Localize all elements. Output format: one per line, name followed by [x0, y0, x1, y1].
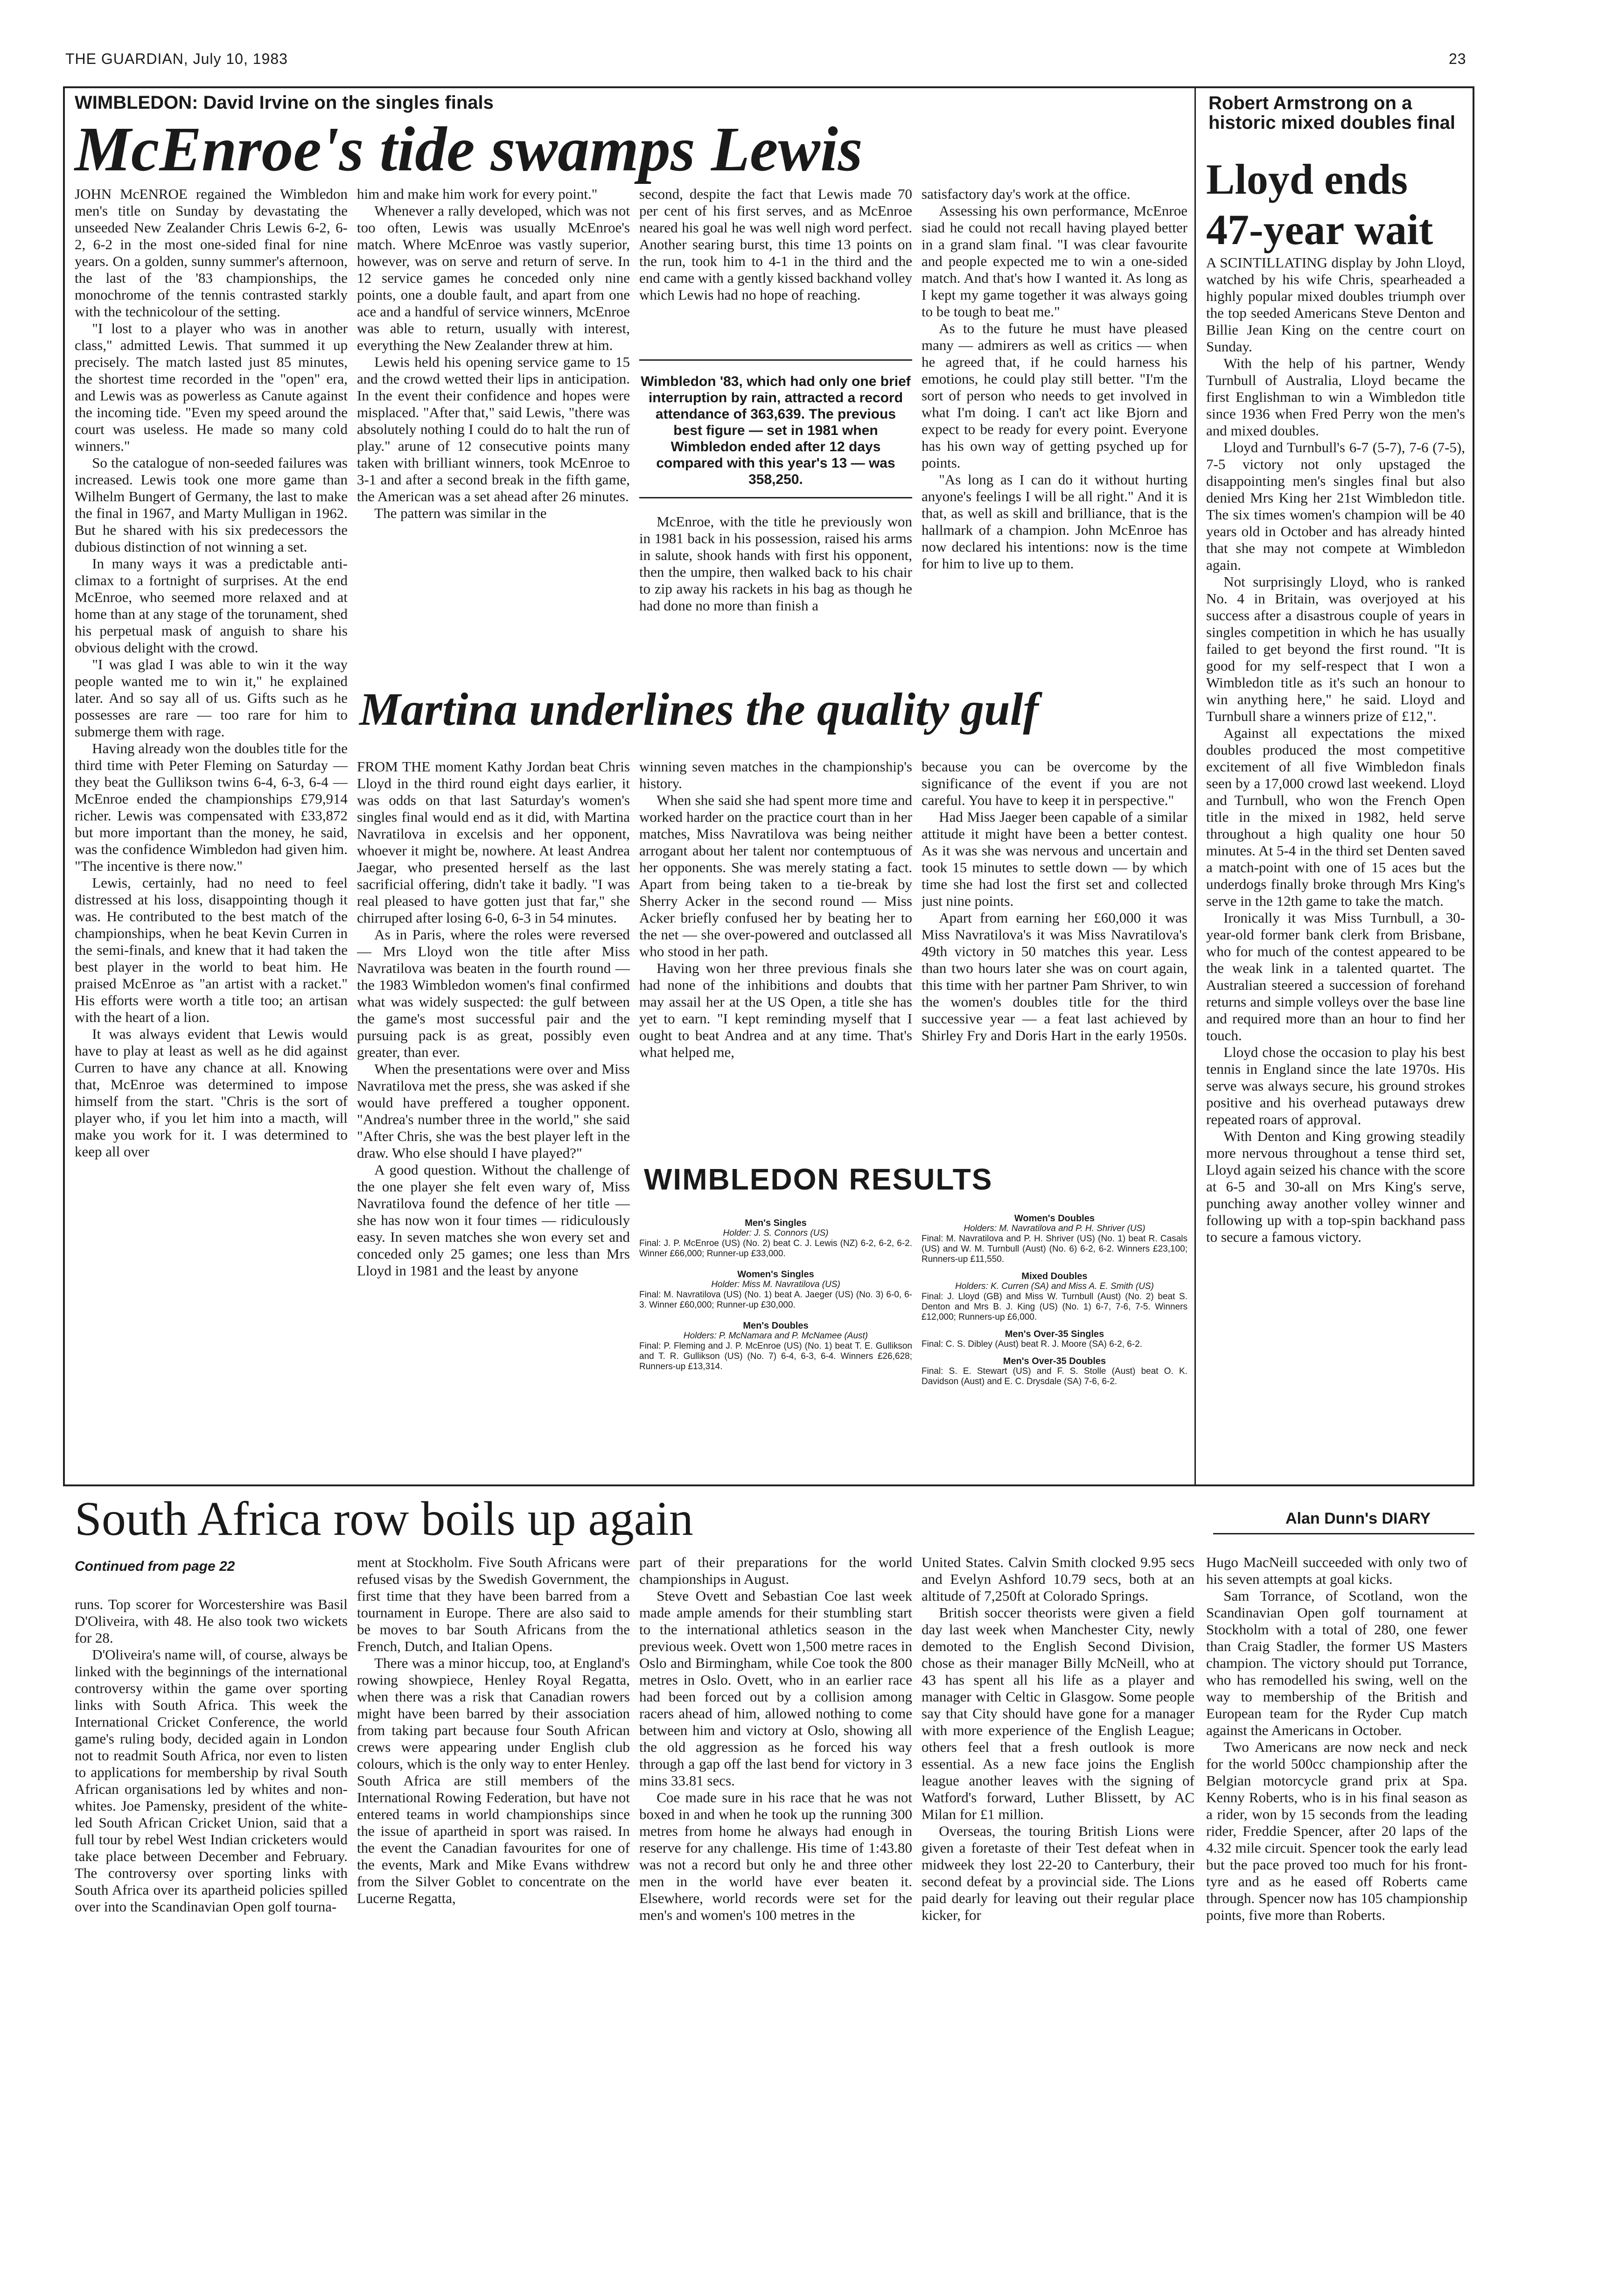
mixed-column [1206, 254, 1465, 1477]
lead-headline: McEnroe's tide swamps Lewis [75, 114, 863, 184]
mixed-para: With the help of his partner, Wendy Turnbull of Australia, Lloyd became the first Englishman to win a Wimbledon title since 1936 when Fred Perry won the men's and mixed doubles. [1206, 355, 1465, 439]
attendance-factbox: Wimbledon '83, which had only one brief interruption by rain, attracted a record attendance of 363,639. The previous best figure — set in 1981 when Wimbledon ended after 12 days compared with this year's 13 — was 358,250. [641, 374, 911, 487]
factbox-top-rule [639, 359, 912, 361]
result-holder: Holders: K. Curren (SA) and Miss A. E. Smith (US) [955, 1281, 1154, 1291]
lower-col1-para: D'Oliveira's name will, of course, always be linked with the beginnings of the international controversy within the game over sporting links with South Africa. This week the International Cricket Conference, the world game's ruling body, decided again in London not to readmit South Africa, nor even to listen to applications for membership by rival South African organisations led by whites and non-whites. Joe Pamensky, president of the white-led South African Cricket Union, said that a full tour by rebel West Indian cricketers would take place between December and February. The controversy over sporting links with South Africa over its apartheid policies spilled over into the Scandinavian Open golf tourna- [75, 1646, 348, 1915]
mixed-para: Lloyd and Turnbull's 6-7 (5-7), 7-6 (7-5), 7-5 victory not only upstaged the disappointing men's singles final but also denied Mrs King her 21st Wimbledon title. The six times women's champion will be 40 years old in October and has already hinted that she may not compete at Wimbledon again. [1206, 439, 1465, 573]
lead-column-1 [75, 186, 348, 1474]
result-holder: Holder: J. S. Connors (US) [723, 1228, 829, 1238]
lower-col5-para: Two Americans are now neck and neck for the world 500cc championship after the Belgian motorcycle grand prix at Spa. Kenny Roberts, who is in his final season as a rider, won by 15 seconds from the leading rider, Freddie Spencer, after 20 laps of the 4.32 mile circuit. Spencer took the early lead but the pace proved too much for his front-tyre and as he eased off Roberts came through. Spencer now has 105 championship points, five more than Roberts. [1206, 1739, 1467, 1923]
result-event: Mixed Doubles [1021, 1271, 1088, 1281]
result-block [922, 1271, 1187, 1323]
result-block [639, 1269, 912, 1310]
lead-column-2 [357, 186, 630, 699]
result-event: Men's Over-35 Doubles [1003, 1356, 1106, 1366]
martina-column-1 [357, 758, 630, 1475]
lower-col2-para: ment at Stockholm. Five South Africans were refused visas by the Swedish Government, the first time that they have been barred from a tournament in Europe. There are also said to be moves to bar South Africans from the French, Dutch, and Italian Opens. [357, 1554, 630, 1654]
martina-col3-para: Had Miss Jaeger been capable of a similar attitude it might have been a better contest. As it was she was nervous and uncertain and took 15 minutes to settle down — by which time she had lost the first set and collected just nine points. [922, 809, 1187, 909]
mixed-para: Against all expectations the mixed doubles produced the most competitive excitement of all five Wimbledon finals seen by a 17,000 crowd last weekend. Lloyd and Turnbull, who won the French Open title in the mixed in 1982, held serve throughout a high quality one hour 50 minutes. At 5-4 in the third set Denten saved a match-point with one of 15 aces but the underdogs finally broke through Mrs King's serve in the 12th game to take the match. [1206, 725, 1465, 909]
lead-col4-para: Assessing his own performance, McEnroe siad he could not recall having played better in a grand slam final. "I was clear favourite and people expected me to win a one-sided match. And that's how I wanted it. As long as I kept my game together it was always going to be tough to beat me." [922, 203, 1187, 320]
result-holder: Holders: M. Navratilova and P. H. Shriver (US) [964, 1224, 1145, 1233]
martina-col1-para: When the presentations were over and Miss Navratilova met the press, she was asked if she would have preffered a tougher opponent. "Andrea's number three in the world," she said "After Chris, she was the best player left in the draw. Who else should I have played?" [357, 1061, 630, 1161]
lower-col4-para: Overseas, the touring British Lions were given a foretaste of their Test defeat when in midweek they lost 22-20 to Canterbury, their second defeat by a provincial side. The Lions paid dearly for leaving out their regular place kicker, for [922, 1823, 1194, 1923]
lead-col4-para: "As long as I can do it without hurting anyone's feelings I will be all right." And it is that, as well as skill and brilliance, that is the hallmark of a champion. John McEnroe has now declared his intentions: now is the time for him to live up to them. [922, 471, 1187, 572]
result-block [922, 1356, 1187, 1387]
lower-column-4 [922, 1554, 1194, 2077]
mixed-para: A SCINTILLATING display by John Lloyd, watched by his wife Chris, spearheaded a highly popular mixed doubles triumph over the top seeded Americans Steve Denton and Billie Jean King on the centre court on Sunday. [1206, 254, 1465, 355]
mixed-headline: Lloyd ends 47-year wait [1206, 155, 1433, 253]
lower-col3-para: part of their preparations for the world championships in August. [639, 1554, 912, 1587]
diary-rule [1213, 1533, 1474, 1534]
result-event: Women's Doubles [1014, 1213, 1095, 1224]
result-event: Men's Doubles [743, 1321, 809, 1331]
lead-col4-para: As to the future he must have pleased many — admirers as well as critics — when he agreed that, if he could harness his emotions, he could play still better. "I'm the sort of person who needs to get involved in what I'm doing. I can't act like Bjorn and expect to be ready for every point. Everyone has his own way of getting psyched up for points. [922, 320, 1187, 471]
mixed-para: With Denton and King growing steadily more nervous throughout a tense third set, Lloyd again seized his chance with the score at 6-5 and 30-all on Mrs King's serve, punching away another volley winner and following up with a top-spin backhand pass to secure a famous victory. [1206, 1128, 1465, 1245]
lead-col1-para: In many ways it was a predictable anti-climax to a fortnight of surprises. At the end McEnroe, who seemed more relaxed and at home than at any stage of the torunament, shed his perpetual mask of anguish to share his obvious delight with the crowd. [75, 555, 348, 656]
results-title: WIMBLEDON RESULTS [644, 1162, 993, 1196]
martina-col2-para: When she said she had spent more time and worked harder on the practice court than in her matches, Miss Navratilova was being neither arrogant about her talent nor contemptuous of her opponents. She was merely stating a fact. Apart from being taken to a tie-break by Sherry Acker in the second round — Miss Acker briefly confused her by beating her to the net — she over-powered and outclassed all who stood in her path. [639, 792, 912, 959]
lead-col1-para: JOHN McENROE regained the Wimbledon men's title on Sunday by devastating the unseeded New Zealander Chris Lewis 6-2, 6-2, 6-2 in the most one-sided final for nine years. On a golden, sunny summer's afternoon, the last of the '83 championships, the monochrome of the tennis contrasted starkly with the technicolour of the setting. [75, 186, 348, 320]
lead-col2-para: Whenever a rally developed, which was not too often, Lewis was usually McEnroe's match. Where McEnroe was vastly superior, however, was on serve and return of serve. In 12 service games he conceded only nine points, one a double fault, and apart from one ace and a handful of service winners, McEnroe was able to return, usually with interest, everything the New Zealander threw at him. [357, 203, 630, 353]
lower-col5-para: Sam Torrance, of Scotland, won the Scandinavian Open golf tournament at Stockholm with a total of 280, one fewer than Craig Stadler, the former US Masters champion. The victory should put Torrance, who has remodelled his swing, well on the way to membership of the British and European team for the Ryder Cup match against the Americans in October. [1206, 1588, 1467, 1738]
lead-col1-para: "I was glad I was able to win it the way people wanted me to win it," he explained later. And so say all of us. Gifts such as he possesses are rare — too rare for him to submerge them with rage. [75, 656, 348, 740]
diary-label: Alan Dunn's DIARY [1285, 1510, 1431, 1527]
result-event: Women's Singles [737, 1269, 814, 1280]
result-holder: Holders: P. McNamara and P. McNamee (Aust) [683, 1331, 868, 1341]
box-top-rule [63, 86, 1474, 88]
lead-column-3b [639, 513, 912, 700]
lead-col2-para: The pattern was similar in the [374, 505, 547, 521]
lower-col4-para: United States. Calvin Smith clocked 9.95 secs and Evelyn Ashford 10.79 secs, both at an altitude of 7,250ft at Colorado Springs. [922, 1554, 1194, 1604]
lead-col1-para: Lewis, certainly, had no need to feel distressed at his loss, disappointing though it was. He contributed to the best match of the championships, when he beat Kevin Curren in the semi-finals, and knew that it had taken the best player in the world to beat him. He praised McEnroe as "an artist with a racket." His efforts were worth a title too; an artisan with the heart of a lion. [75, 875, 348, 1025]
box-right-rule [1473, 86, 1474, 1486]
lead-col4-para: satisfactory day's work at the office. [922, 186, 1131, 202]
result-block [922, 1213, 1187, 1265]
lead-column-3a [639, 186, 912, 363]
result-event: Men's Over-35 Singles [1005, 1329, 1104, 1339]
mixed-kicker: Robert Armstrong on a historic mixed doubles final [1208, 93, 1455, 133]
lower-col5-para: Hugo MacNeill succeeded with only two of his seven attempts at goal kicks. [1206, 1554, 1467, 1587]
martina-col3-para: Apart from earning her £60,000 it was Miss Navratilova's it was Miss Navratilova's 49th victory in 50 matches this year. Less than two hours later she was on court again, this time with her partner Pam Shriver, to win the women's doubles title for the third successive year — a feat last achieved by Shirley Fry and Doris Hart in the early 1950s. [922, 910, 1187, 1043]
mixed-column-divider [1194, 86, 1196, 1484]
lower-column-5 [1206, 1554, 1467, 2077]
lower-col3-para: Steve Ovett and Sebastian Coe last week made ample amends for their stumbling start to the international athletics season in the previous week. Ovett won 1,500 metre races in Oslo and Birmingham, while Coe took the 800 metres in Oslo. Ovett, who in an earlier race had been forced out by a collision among racers ahead of him, allowed nothing to come between him and victory at Oslo, showing all the old aggression as he forced his way through a gap off the last bend for victory in 3 mins 33.81 secs. [639, 1588, 912, 1789]
lower-column-2 [357, 1554, 630, 2077]
martina-col1-para: FROM THE moment Kathy Jordan beat Chris Lloyd in the third round eight days earlier, it was odds on that last Saturday's women's singles final would end as it did, with Martina Navratilova in excelsis and her opponent, whoever it might be, nowhere. At least Andrea Jaegar, who presented herself as the last sacrificial offering, didn't take it badly. "I was real pleased to have gotten just that far," she chirruped after losing 6-0, 6-3 in 54 minutes. [357, 758, 630, 926]
mixed-para: Ironically it was Miss Turnbull, a 30-year-old former bank clerk from Brisbane, who for much of the contest appeared to be the weak link in a talented quartet. The Australian steered a succession of forehand returns and simple volleys over the base line and required more than an hour to find her touch. [1206, 910, 1465, 1043]
result-block [922, 1329, 1187, 1350]
newspaper-folio: THE GUARDIAN, July 10, 1983 [65, 50, 288, 67]
martina-col1-para: A good question. Without the challenge of the one player she felt even wary of, Miss Navratilova found the defence of her title — she has now won it four times — ridiculously easy. In seven matches she won every set and conceded only 25 games; one less than Mrs Lloyd in 1981 and the least by anyone [357, 1162, 630, 1279]
martina-headline: Martina underlines the quality gulf [359, 683, 1039, 735]
result-block [639, 1218, 912, 1259]
result-text: Final: M. Navratilova (US) (No. 1) beat A. Jaeger (US) (No. 3) 6-0, 6-3. Winner £60,000; Runner-up £30,000. [639, 1290, 912, 1310]
result-text: Final: J. Lloyd (GB) and Miss W. Turnbull (Aust) (No. 2) beat S. Denton and Mrs B. J. King (US) (No. 1) 6-7, 7-6, 7-5. Winners £12,000; Runners-up £6,000. [922, 1292, 1187, 1322]
mixed-para: Not surprisingly Lloyd, who is ranked No. 4 in Britain, was overjoyed at his success after a disastrous couple of years in singles competition in which he has usually failed to get beyond the first round. "It is good for my self-respect that I won a Wimbledon title as it's such an honour to win anything here," he said. Lloyd and Turnbull share a winners prize of £12,". [1206, 574, 1465, 724]
lead-column-4 [922, 186, 1187, 699]
lead-col3-para: second, despite the fact that Lewis made 70 per cent of his first serves, and as McEnroe neared his goal he was well nigh word perfect. Another searing burst, this time 13 points on the run, took him to 4-1 in the third and the end came with a gently kissed backhand volley which Lewis had no hope of reaching. [639, 186, 912, 303]
martina-col3-para: because you can be overcome by the significance of the event if you are not careful. You have to keep it in perspective." [922, 758, 1187, 808]
lead-col1-para: "I lost to a player who was in another class," admitted Lewis. That summed it up precisely. The match lasted just 85 minutes, the shortest time recorded in the "open" era, and Lewis was as powerless as Canute against the incoming tide. "Even my speed around the court was useless. He made so many cold winners." [75, 320, 348, 454]
result-text: Final: S. E. Stewart (US) and F. S. Stolle (Aust) beat O. K. Davidson (Aust) and E. C. Drysdale (SA) 7-6, 6-2. [922, 1366, 1187, 1386]
result-event: Men's Singles [745, 1218, 807, 1228]
lead-kicker: WIMBLEDON: David Irvine on the singles finals [75, 92, 494, 113]
martina-column-2 [639, 758, 912, 1141]
factbox-bottom-rule [639, 497, 912, 498]
result-text: Final: P. Fleming and J. P. McEnroe (US) (No. 1) beat T. E. Gullikson and T. R. Gullikson (US) (No. 7) 6-4, 6-3, 6-4. Winners £26,628; Runners-up £13,314. [639, 1341, 912, 1372]
martina-col2-para: Having won her three previous finals she had none of the inhibitions and doubts that may assail her at the US Open, a title she has yet to earn. "I kept reminding myself that I ought to beat Andrea and at any time. That's what helped me, [639, 960, 912, 1060]
martina-col2-para: winning seven matches in the championship's history. [639, 758, 912, 791]
lead-col1-para: So the catalogue of non-seeded failures was increased. Lewis took one more game than Wilhelm Bungert of Germany, the last to make the final in 1967, and Marty Mulligan in 1962. But he shared with his six predecessors the dubious distinction of not winning a set. [75, 455, 348, 555]
result-text: Final: J. P. McEnroe (US) (No. 2) beat C. J. Lewis (NZ) 6-2, 6-2, 6-2. Winner £66,000; Runner-up £33,000. [639, 1239, 912, 1259]
lower-column-3 [639, 1554, 912, 2077]
mixed-para: Lloyd chose the occasion to play his best tennis in England since the late 1970s. His serve was always secure, his ground strokes positive and his overhead putaways drew repeated roars of approval. [1206, 1044, 1465, 1127]
result-text: Final: C. S. Dibley (Aust) beat R. J. Moore (SA) 6-2, 6-2. [922, 1339, 1143, 1349]
lead-col1-para: It was always evident that Lewis would have to play at least as well as he did against Curren to have any chance at all. Knowing that, McEnroe was determined to impose himself from the start. "Chris is the sort of player who, if you let him into a macth, will make you work for it. I was determined to keep all over [75, 1026, 348, 1160]
result-block [639, 1321, 912, 1372]
box-bottom-rule [63, 1484, 1474, 1486]
lead-col2-para: Lewis held his opening service game to 15 and the crowd wetted their lips in anticipation. In the event their confidence and hopes were misplaced. "After that," said Lewis, "there was absolutely nothing I could do to halt the run of play." arune of 12 consecutive points many taken with brilliant winners, took McEnroe to 3-1 and after a second break in the fifth game, the American was a set ahead after 26 minutes. [357, 354, 630, 504]
result-text: Final: M. Navratilova and P. H. Shriver (US) (No. 1) beat R. Casals (US) and W. M. Turnbull (Aust) (No. 6) 6-2, 6-2. Winners £23,100; Runners-up £11,550. [922, 1234, 1187, 1264]
martina-col1-para: As in Paris, where the roles were reversed — Mrs Lloyd won the title after Miss Navratilova was beaten in the fourth round — the 1983 Wimbledon women's final confirmed what was widely suspected: the gulf between the game's most successful pair and the pursuing pack is as great, possibly even greater, than ever. [357, 926, 630, 1060]
page-number: 23 [1449, 50, 1466, 67]
lower-headline: South Africa row boils up again [75, 1492, 693, 1546]
lower-col3-para: Coe made sure in his race that he was not boxed in and when he took up the running 300 metres from home he always had enough in reserve for any challenge. His time of 1:43.80 was not a record but only he and three other men in the world have ever beaten it. Elsewhere, world records were set for the men's and women's 100 metres in the [639, 1789, 912, 1923]
lead-col1-para: Having already won the doubles title for the third time with Peter Fleming on Saturday — they beat the Gullikson twins 6-4, 6-3, 6-4 — McEnroe ended the championships £79,914 richer. Lewis was compensated with £33,872 but more important than the money, he said, was the confidence Wimbledon had given him. "The incentive is there now." [75, 740, 348, 874]
lead-col2-para: him and make him work for every point." [357, 186, 598, 202]
lower-col1-para: runs. Top scorer for Worcestershire was Basil D'Oliveira, with 48. He also took two wickets for 28. [75, 1596, 348, 1646]
results-left-column [639, 1218, 912, 1382]
martina-column-3 [922, 758, 1187, 1141]
results-right-column [922, 1213, 1187, 1387]
lead-col3-para: McEnroe, with the title he previously won in 1981 back in his possession, raised his arms in salute, shook hands with first his opponent, then the umpire, then walked back to his chair to zip away his rackets in his bag as though he had done no more than finish a [639, 513, 912, 614]
lower-col4-para: British soccer theorists were given a field day last week when Manchester City, newly demoted to the English Second Division, chose as their manager Billy McNeill, who at 43 has spent all his life as a player and manager with Celtic in Glasgow. Some people say that City should have gone for a manager with more experience of the English League; others feel that a fresh outlook is more essential. As a new face joins the English league another leaves with the signing of Watford's forward, Luther Blissett, by AC Milan for £1 million. [922, 1604, 1194, 1822]
box-left-rule [63, 86, 65, 1486]
continued-label: Continued from page 22 [75, 1559, 235, 1574]
lower-col2-para: There was a minor hiccup, too, at England's rowing showpiece, Henley Royal Regatta, when there was a risk that Canadian rowers might have been barred by their association from taking part because four South African crews were appearing under English club colours, which is the only way to enter Henley. South Africa are still members of the International Rowing Federation, but have not entered teams in world championships since the issue of apartheid in sport was raised. In the event the Canadian favourites for one of the events, Mark and Mike Evans withdrew from the Silver Goblet to concentrate on the Lucerne Regatta, [357, 1655, 630, 1906]
result-holder: Holder: Miss M. Navratilova (US) [711, 1280, 840, 1289]
lower-column-1 [75, 1596, 348, 2077]
